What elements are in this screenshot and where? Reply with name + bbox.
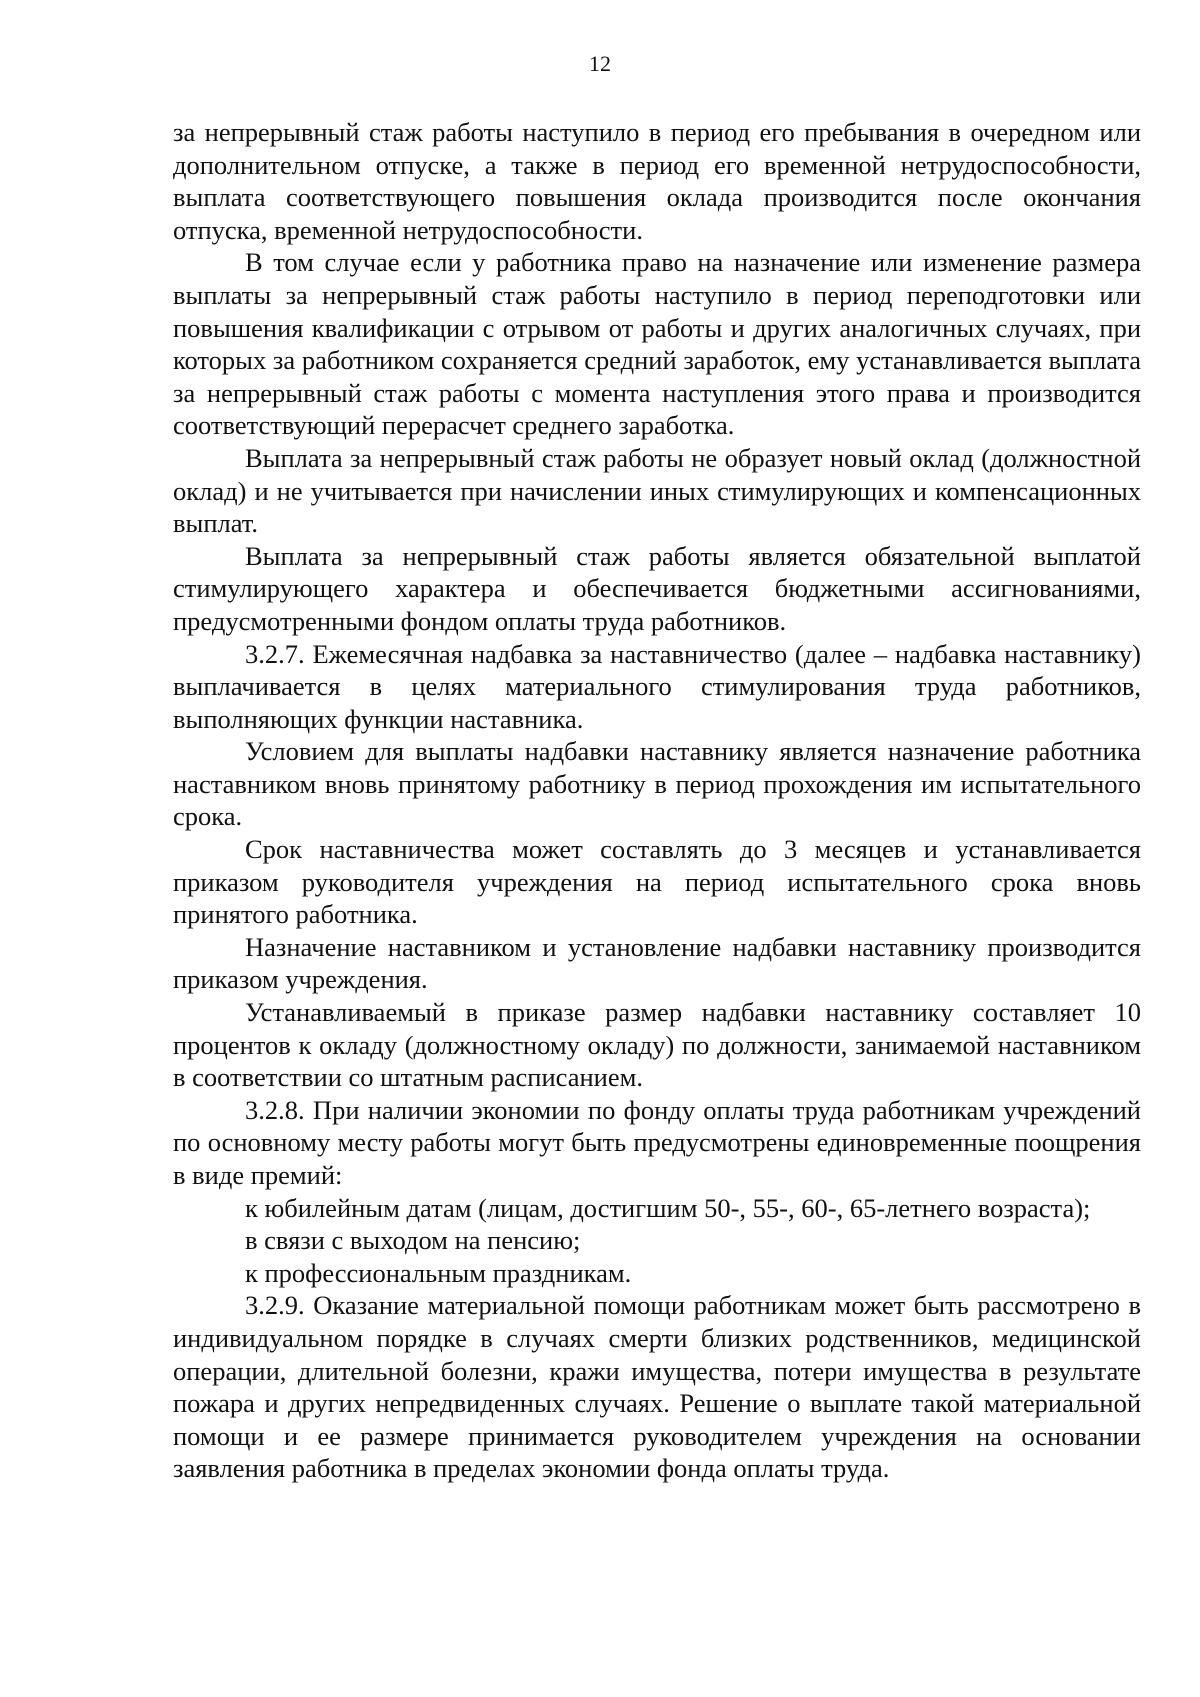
paragraph-3-2-8-bonuses: 3.2.8. При наличии экономии по фонду оплаты труда работникам учреждений по основному месту работы могут быть предусмотрены единовременные поощрения в виде премий:	[173, 1094, 1141, 1190]
paragraph-continuation-stazh: за непрерывный стаж работы наступило в период его пребывания в очередном или дополнительном отпуске, а также в период его временной нетрудоспособности, выплата соответствующего повышения оклада производится после окончания отпуска, временной нетрудоспособности.	[173, 117, 1141, 245]
paragraph-mentor-appointment: Назначение наставником и установление надбавки наставнику производится приказом учреждения.	[173, 931, 1141, 995]
list-item-anniversary: к юбилейным датам (лицам, достигшим 50-, 55-, 60-, 65-летнего возраста);	[245, 1192, 1091, 1223]
list-item-retirement: в связи с выходом на пенсию;	[245, 1225, 581, 1256]
paragraph-no-new-salary: Выплата за непрерывный стаж работы не образует новый оклад (должностной оклад) и не учитывается при начислении иных стимулирующих и компенсационных выплат.	[173, 442, 1141, 539]
paragraph-mentor-term: Срок наставничества может составлять до 3 месяцев и устанавливается приказом руководителя учреждения на период испытательного срока вновь принятого работника.	[173, 834, 1141, 930]
paragraph-3-2-7-mentorship: 3.2.7. Ежемесячная надбавка за наставничество (далее – надбавка наставнику) выплачивается в целях материального стимулирования труда работников, выполняющих функции наставника.	[173, 638, 1141, 734]
paragraph-mandatory-payment: Выплата за непрерывный стаж работы является обязательной выплатой стимулирующего характера и обеспечивается бюджетными ассигнованиями, предусмотренными фондом оплаты труда работников.	[173, 540, 1141, 636]
paragraph-3-2-9-financial-aid: 3.2.9. Оказание материальной помощи работникам может быть рассмотрено в индивидуальном порядке в случаях смерти близких родственников, медицинской операции, длительной болезни, кражи имущества, потери имущества в результате пожара и других непредвиденных случаях. Решение о выплате такой материальной помощи и ее размере принимается руководителем учреждения на основании заявления работника в пределах экономии фонда оплаты труда.	[173, 1290, 1141, 1484]
paragraph-mentor-condition: Условием для выплаты надбавки наставнику является назначение работника наставником вновь принятому работнику в период прохождения им испытательного срока.	[173, 736, 1141, 832]
page-number: 12	[589, 51, 611, 76]
paragraph-retraining: В том случае если у работника право на назначение или изменение размера выплаты за непрерывный стаж работы наступило в период переподготовки или повышения квалификации с отрывом от работы и других аналогичных случаях, при которых за работником сохраняется средний заработок, ему устанавливается выплата за непрерывный стаж работы с момента наступления этого права и производится соответствующий перерасчет среднего заработка.	[173, 247, 1141, 441]
paragraph-mentor-amount: Устанавливаемый в приказе размер надбавки наставнику составляет 10 процентов к окладу (должностному окладу) по должности, занимаемой наставником в соответствии со штатным расписанием.	[173, 997, 1141, 1093]
list-item-professional-holidays: к профессиональным праздникам.	[245, 1257, 632, 1288]
document-body	[173, 116, 1141, 1485]
